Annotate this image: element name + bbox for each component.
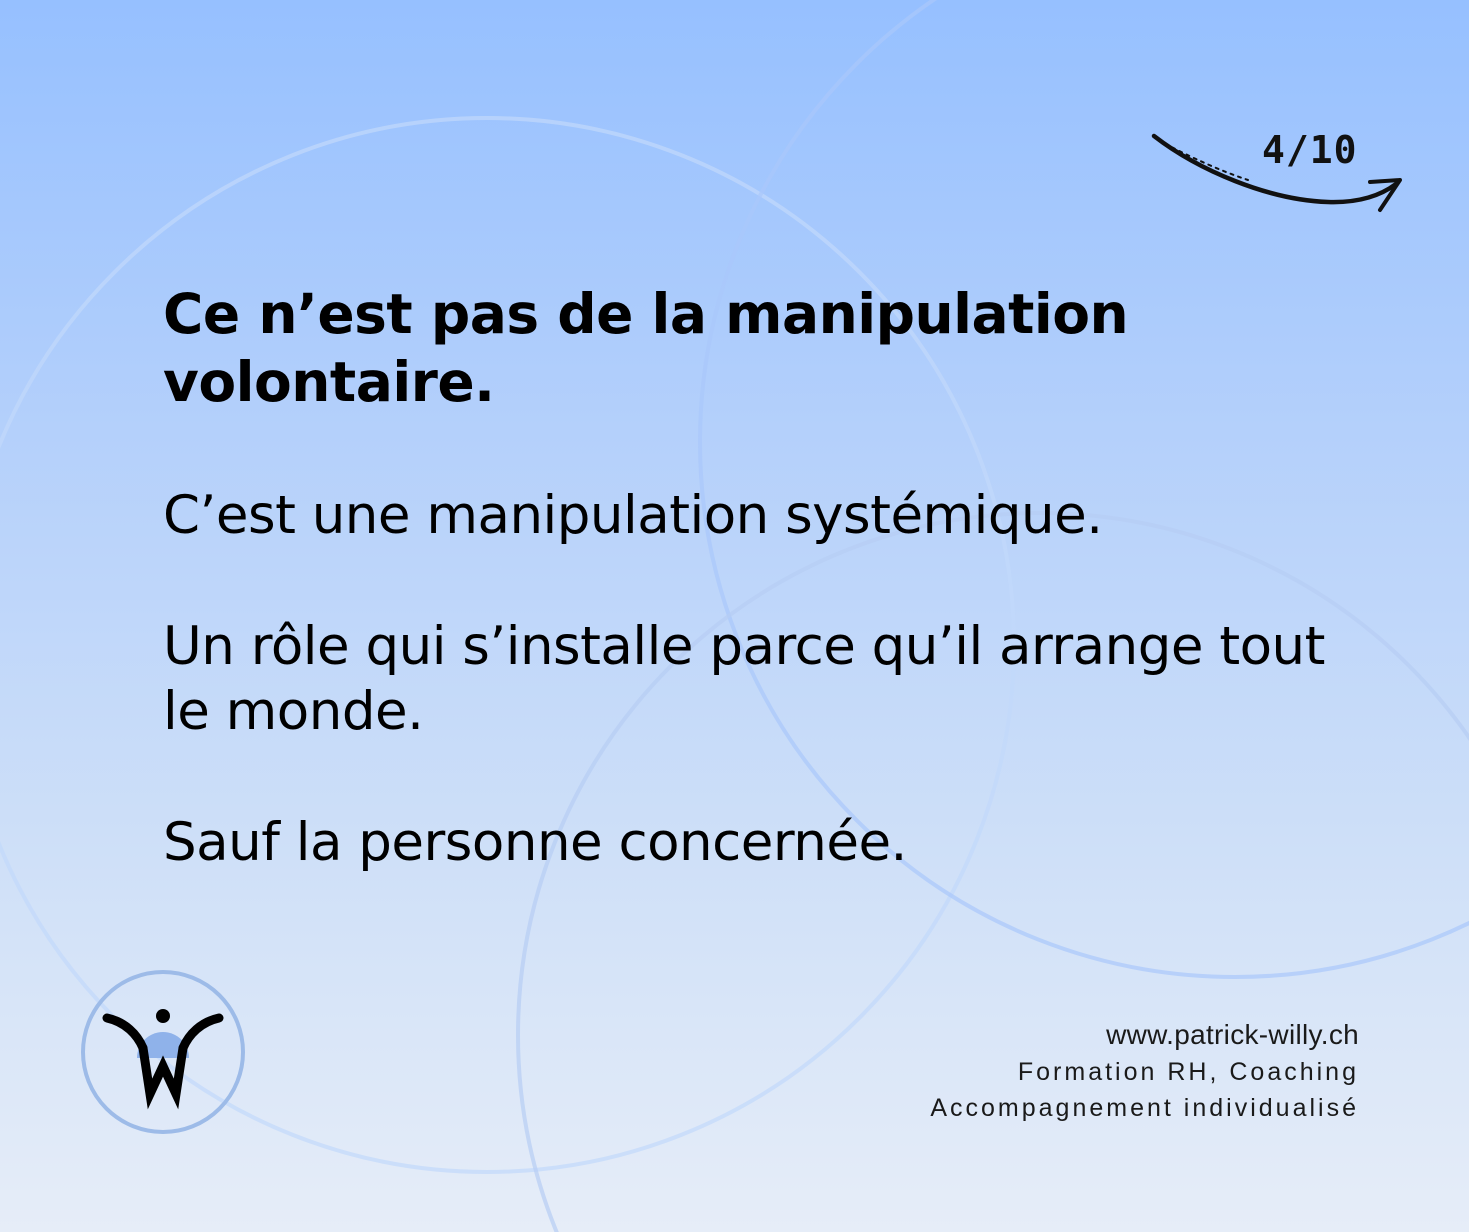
paragraph-exception: Sauf la personne concernée. bbox=[163, 812, 907, 873]
footer-services: Formation RH, Coaching bbox=[1017, 1058, 1359, 1086]
website-link[interactable]: www.patrick-willy.ch bbox=[1106, 1019, 1359, 1050]
slide-content bbox=[163, 280, 1383, 875]
brand-logo-icon[interactable] bbox=[79, 968, 247, 1136]
paragraph-systemic: C’est une manipulation systémique. bbox=[163, 485, 1103, 546]
headline: Ce n’est pas de la manipulation volontaire. bbox=[163, 282, 1129, 414]
hand-drawn-arrow-icon[interactable] bbox=[1148, 128, 1408, 220]
paragraph-role: Un rôle qui s’installe parce qu’il arrange tout le monde. bbox=[163, 616, 1325, 742]
footer-info bbox=[930, 1016, 1359, 1126]
slide-counter: 4/10 bbox=[1262, 128, 1358, 172]
footer-tagline: Accompagnement individualisé bbox=[930, 1094, 1359, 1122]
